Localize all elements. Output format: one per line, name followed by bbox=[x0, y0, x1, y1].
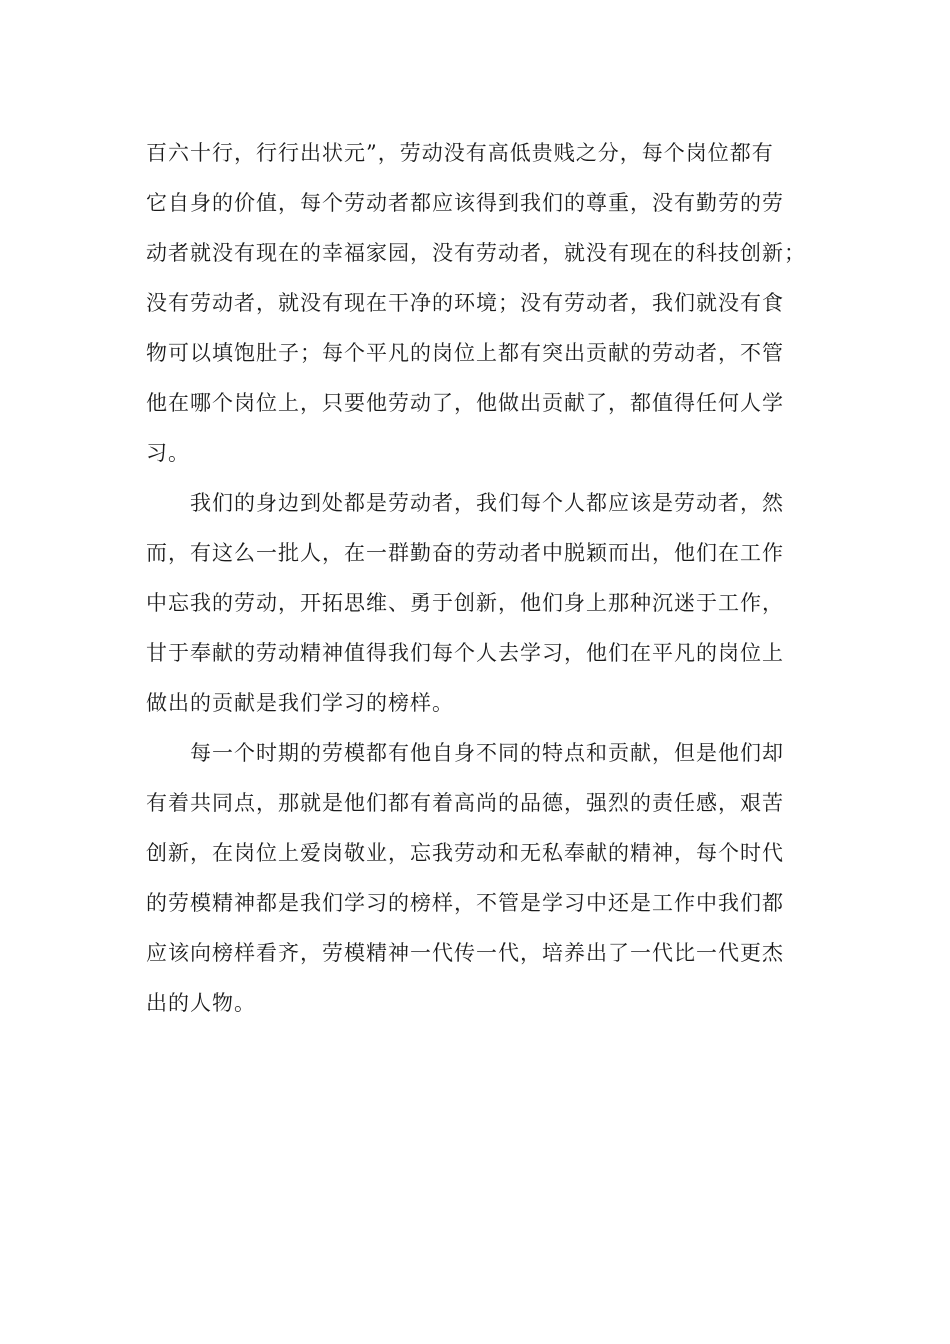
text-line: 没有劳动者，就没有现在干净的环境；没有劳动者，我们就没有食 bbox=[146, 291, 784, 315]
paragraph-1 bbox=[146, 128, 806, 478]
text-line: 创新，在岗位上爱岗敬业，忘我劳动和无私奉献的精神，每个时代 bbox=[146, 841, 784, 865]
text-line: 有着共同点，那就是他们都有着高尚的品德，强烈的责任感，艰苦 bbox=[146, 791, 784, 815]
document-body bbox=[146, 128, 806, 1028]
text-line: 习。 bbox=[146, 441, 190, 465]
text-line: 甘于奉献的劳动精神值得我们每个人去学习，他们在平凡的岗位上 bbox=[146, 641, 784, 665]
text-line: 我们的身边到处都是劳动者，我们每个人都应该是劳动者，然 bbox=[190, 491, 784, 515]
paragraph-2 bbox=[146, 478, 796, 728]
text-line: 的劳模精神都是我们学习的榜样，不管是学习中还是工作中我们都 bbox=[146, 891, 784, 915]
text-line: 他在哪个岗位上，只要他劳动了，他做出贡献了，都值得任何人学 bbox=[146, 391, 784, 415]
text-line: 百六十行，行行出状元”，劳动没有高低贵贱之分，每个岗位都有 bbox=[146, 141, 774, 165]
paragraph-3 bbox=[146, 728, 796, 1028]
text-line: 动者就没有现在的幸福家园，没有劳动者，就没有现在的科技创新； bbox=[146, 241, 806, 265]
text-line: 物可以填饱肚子；每个平凡的岗位上都有突出贡献的劳动者，不管 bbox=[146, 341, 784, 365]
text-line: 出的人物。 bbox=[146, 991, 256, 1015]
text-line: 中忘我的劳动，开拓思维、勇于创新，他们身上那种沉迷于工作， bbox=[146, 591, 784, 615]
text-line: 做出的贡献是我们学习的榜样。 bbox=[146, 691, 454, 715]
text-line: 每一个时期的劳模都有他自身不同的特点和贡献，但是他们却 bbox=[190, 741, 784, 765]
text-line: 应该向榜样看齐，劳模精神一代传一代，培养出了一代比一代更杰 bbox=[146, 941, 784, 965]
text-line: 它自身的价值，每个劳动者都应该得到我们的尊重，没有勤劳的劳 bbox=[146, 191, 784, 215]
text-line: 而，有这么一批人，在一群勤奋的劳动者中脱颖而出，他们在工作 bbox=[146, 541, 784, 565]
